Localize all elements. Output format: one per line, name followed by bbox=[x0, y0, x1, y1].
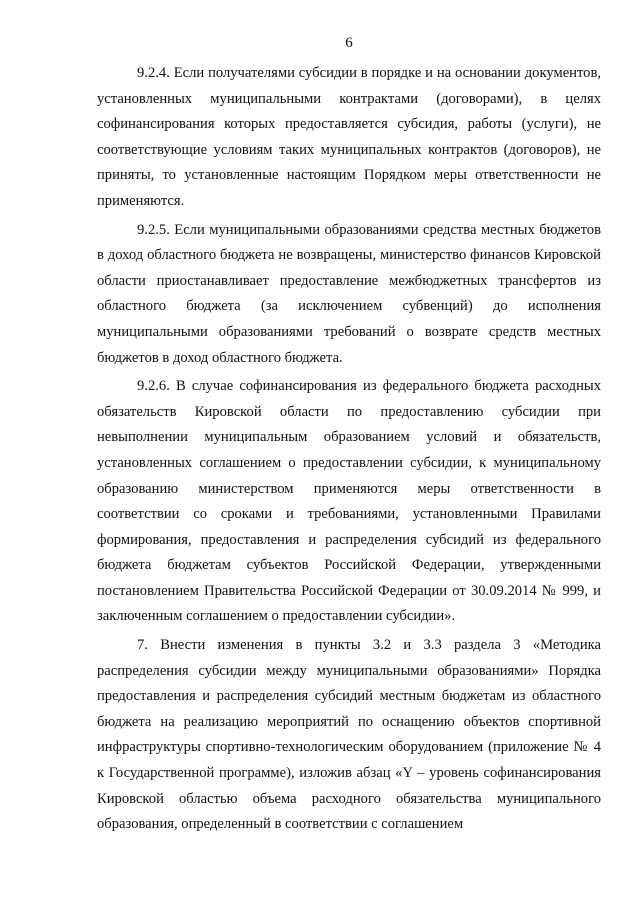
document-body bbox=[97, 61, 601, 841]
paragraph-9-2-5: 9.2.5. Если муниципальными образованиями средства местных бюджетов в доход областного бюджета не возвращены, министерство финансов Кировской области приостанавливает предоставление межбюджетных трансфертов из областного бюджета (за исключением субвенций) до исполнения муниципальными образованиями требований о возврате средств местных бюджетов в доход областного бюджета. bbox=[97, 221, 601, 366]
page-number: 6 bbox=[345, 35, 353, 51]
paragraph-7: 7. Внести изменения в пункты 3.2 и 3.3 раздела 3 «Методика распределения субсидии между муниципальными образованиями» Порядка предоставления и распределения субсидий местным бюджетам из областного бюджета на реализацию мероприятий по оснащению объектов спортивной инфраструктуры спортивно-технологическим оборудованием (приложение № 4 к Государственной программе), изложив абзац «Y – уровень софинансирования Кировской областью объема расходного обязательства муниципального образования, определенный в соответствии с соглашением bbox=[97, 637, 601, 833]
paragraph-9-2-6: 9.2.6. В случае софинансирования из федерального бюджета расходных обязательств Кировской области по предоставлению субсидии при невыполнении муниципальным образованием условий и обязательств, установленных соглашением о предоставлении субсидии, к муниципальному образованию министерством применяются меры ответственности в соответствии со сроками и требованиями, установленными Правилами формирования, предоставления и распределения субсидий из федерального бюджета бюджетам субъектов Российской Федерации, утвержденными постановлением Правительства Российской Федерации от 30.09.2014 № 999, и заключенным соглашением о предоставлении субсидии». bbox=[97, 378, 601, 625]
paragraph-9-2-4: 9.2.4. Если получателями субсидии в порядке и на основании документов, установленных муниципальными контрактами (договорами), в целях софинансирования которых предоставляется субсидия, работы (услуги), не соответствующие условиям таких муниципальных контрактов (договоров), не приняты, то установленные настоящим Порядком меры ответственности не применяются. bbox=[97, 65, 601, 209]
